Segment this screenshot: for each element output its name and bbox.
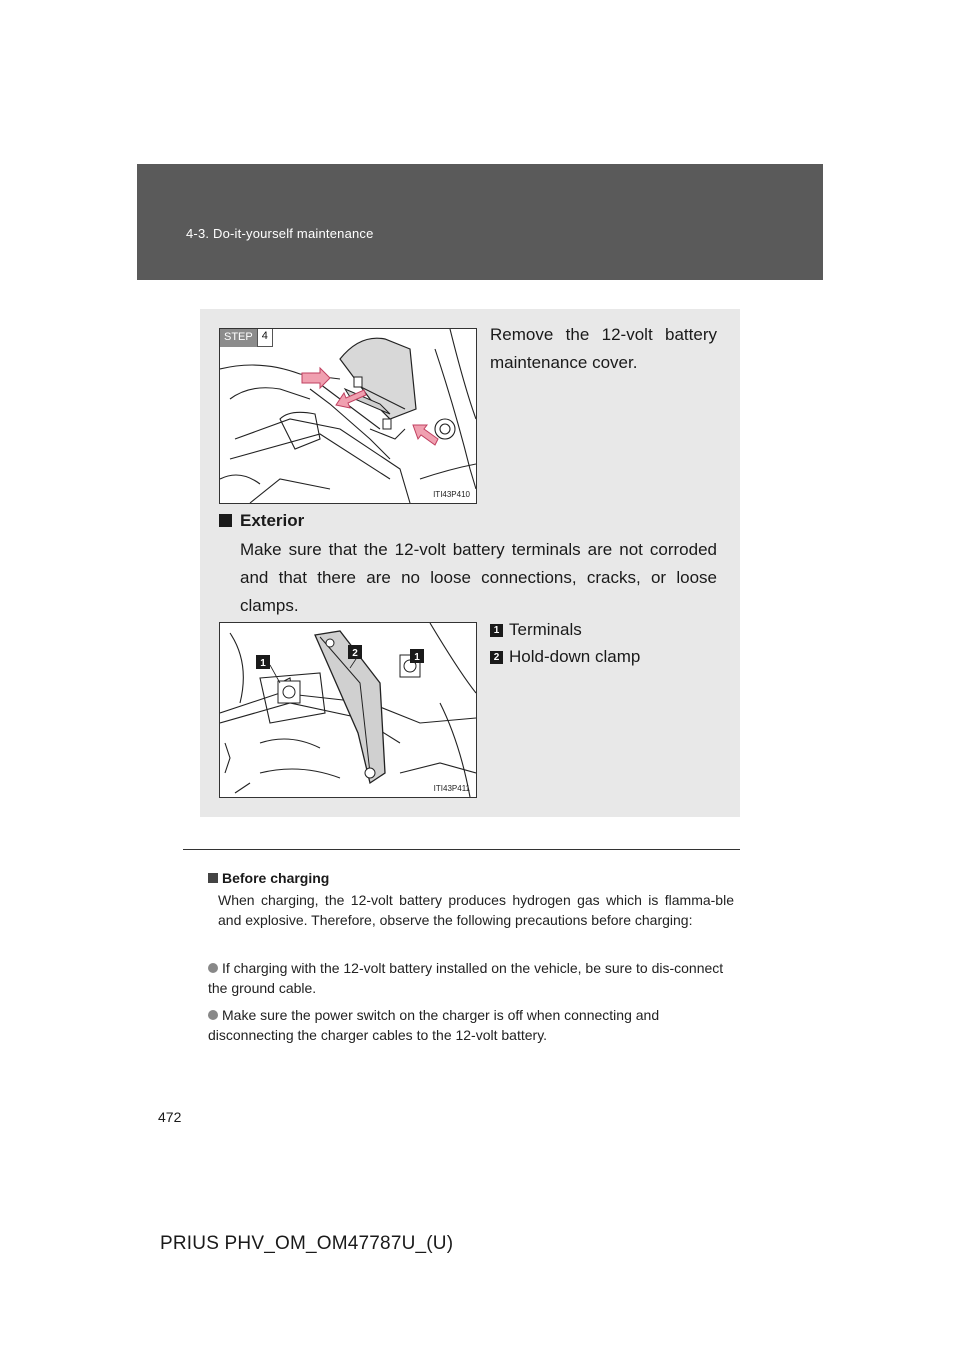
square-bullet-icon bbox=[219, 514, 232, 527]
section-label: 4-3. Do-it-yourself maintenance bbox=[186, 226, 374, 241]
circle-bullet-icon bbox=[208, 1010, 218, 1020]
note-bullet-text: Make sure the power switch on the charger is off when connecting and disconnecting the charger cables to the 12-volt battery. bbox=[208, 1007, 660, 1043]
note-heading bbox=[208, 870, 329, 886]
figure-code: ITI43P411 bbox=[433, 784, 470, 793]
number-badge-icon: 2 bbox=[490, 651, 503, 664]
battery-terminal-drawing bbox=[220, 623, 476, 797]
exterior-body: Make sure that the 12-volt battery terminals are not corroded and that there are no loose connections, cracks, or loose clamps. bbox=[240, 540, 717, 615]
battery-cover-drawing bbox=[220, 329, 476, 503]
footer-document-code: PRIUS PHV_OM_OM47787U_(U) bbox=[160, 1233, 454, 1254]
exterior-heading-text: Exterior bbox=[240, 511, 305, 530]
step-badge-number: 4 bbox=[257, 329, 273, 347]
exterior-heading bbox=[219, 511, 304, 531]
number-badge-icon: 1 bbox=[490, 624, 503, 637]
square-bullet-icon bbox=[208, 873, 218, 883]
step-badge-label: STEP bbox=[220, 329, 257, 347]
note-bullet-text: If charging with the 12-volt battery installed on the vehicle, be sure to dis-connect the ground cable. bbox=[208, 960, 724, 996]
callout-2: 2 bbox=[352, 648, 358, 659]
callout-1-right: 1 bbox=[414, 652, 420, 663]
legend-text: Hold-down clamp bbox=[509, 647, 641, 666]
note-heading-text: Before charging bbox=[222, 870, 330, 886]
note-bullet bbox=[208, 1005, 734, 1045]
figure-code: ITI43P410 bbox=[433, 490, 470, 499]
illustration-terminals bbox=[219, 622, 477, 798]
step-badge bbox=[220, 329, 273, 347]
circle-bullet-icon bbox=[208, 963, 218, 973]
divider bbox=[183, 849, 740, 850]
legend-item-hold-down-clamp bbox=[490, 647, 640, 667]
step-instruction: Remove the 12-volt battery maintenance cover. bbox=[490, 325, 717, 372]
callout-1-left: 1 bbox=[260, 658, 266, 669]
illustration-step4 bbox=[219, 328, 477, 504]
legend-text: Terminals bbox=[509, 620, 582, 639]
header-band bbox=[137, 164, 823, 280]
note-body: When charging, the 12-volt battery produces hydrogen gas which is flamma-ble and explosive. Therefore, observe the following precautions before charging: bbox=[218, 892, 734, 928]
legend-item-terminals bbox=[490, 620, 582, 640]
page-number: 472 bbox=[158, 1109, 182, 1125]
note-bullet bbox=[208, 958, 734, 998]
